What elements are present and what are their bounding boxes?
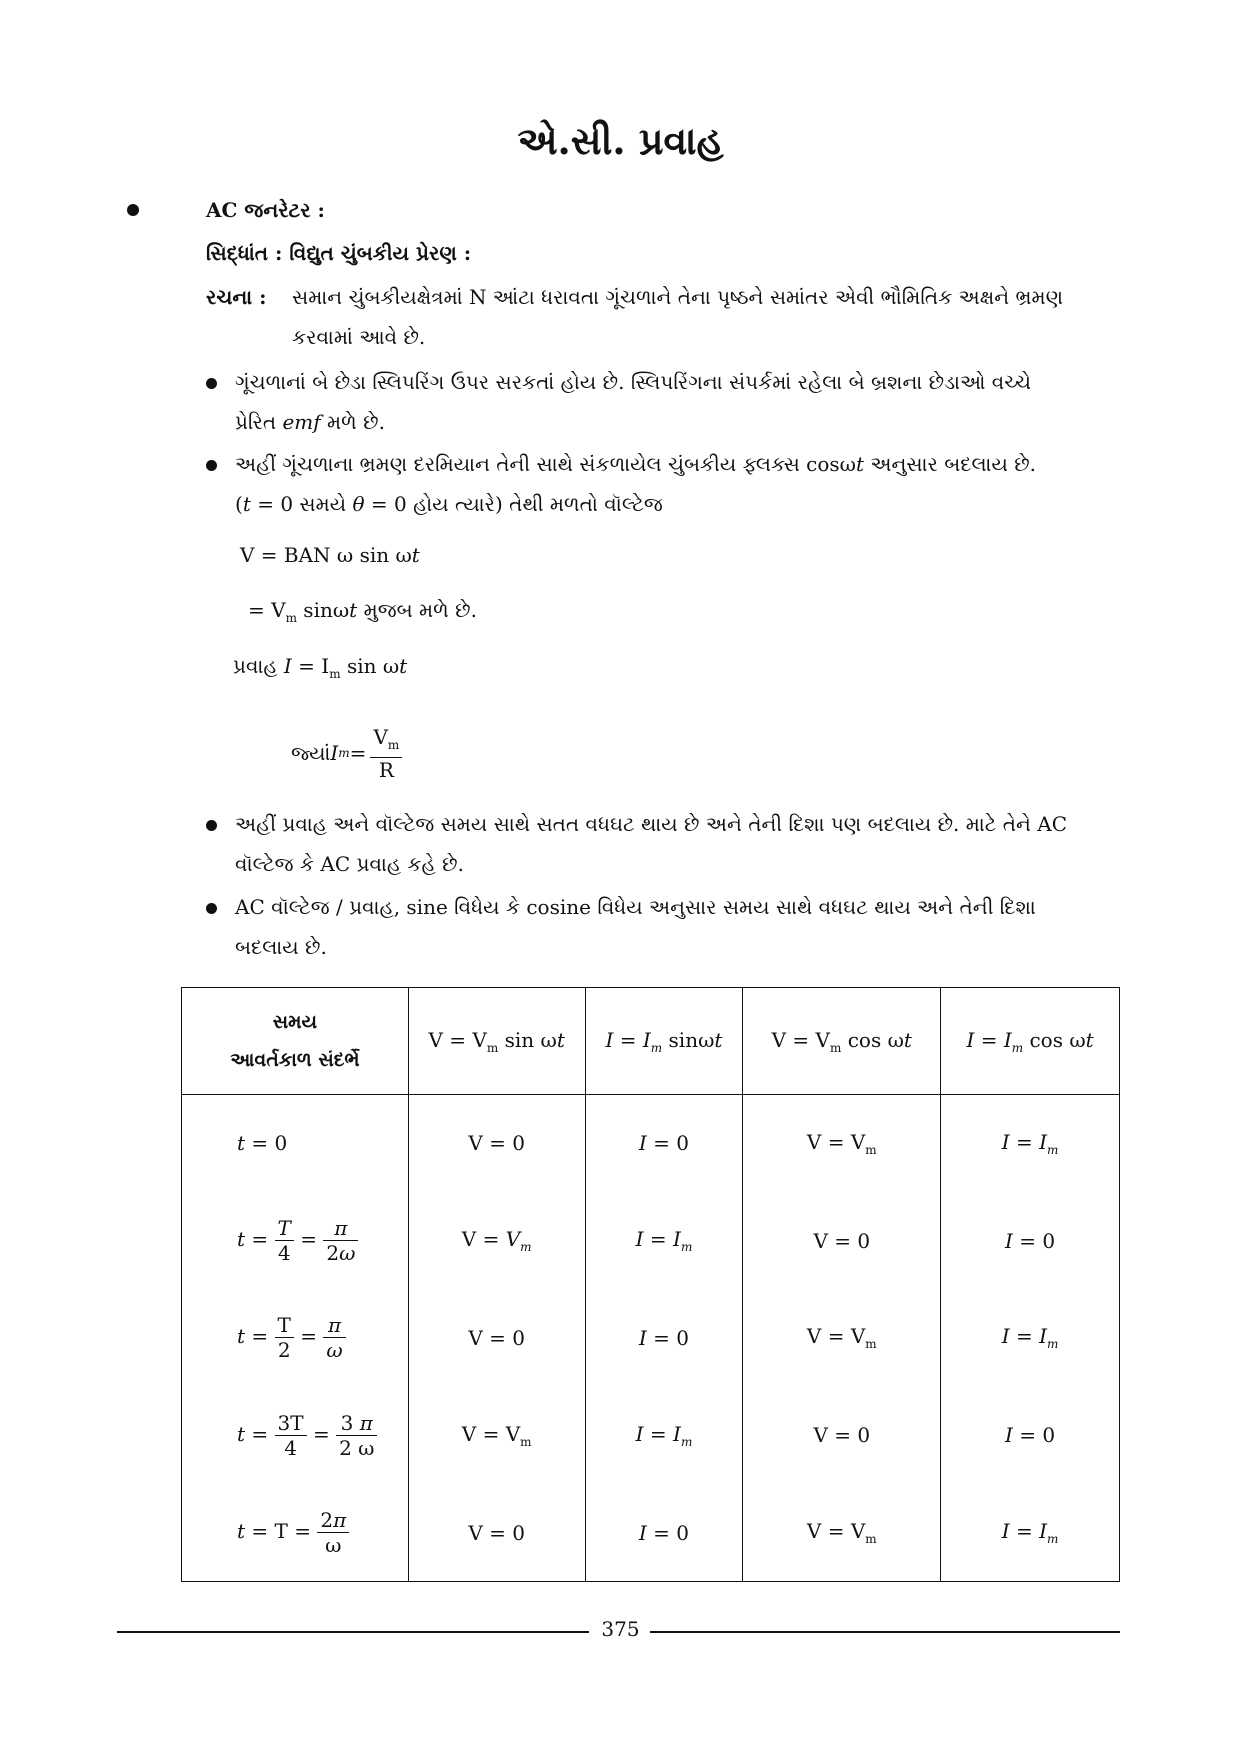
value-cell: $V = V_m$	[743, 1095, 941, 1192]
construction-text: સમાન ચુંબકીયક્ષેત્રમાં N આંટા ધરાવતા ગૂંચળાને તેના પૃષ્ઠને સમાંતર એવી ભૌમિતિક અક્ષને ભ્રમણ	[292, 285, 1064, 309]
value-cell: $V = V_m$	[743, 1484, 941, 1581]
var-t: t	[411, 543, 420, 567]
var-t: t	[856, 452, 865, 476]
header-time-period	[182, 988, 409, 1095]
ac-values-table	[181, 987, 1120, 1582]
header-col: $I = I_m$ sinωt	[585, 988, 743, 1095]
table-row	[182, 1484, 1120, 1581]
bullet-icon	[206, 903, 217, 914]
value-cell: $I = I_m$	[941, 1289, 1120, 1386]
text-span: મુજબ મળે છે.	[357, 598, 477, 622]
value-cell: I = 0	[941, 1192, 1120, 1289]
table-row	[182, 1387, 1120, 1484]
text-span: = 0 હોય ત્યારે) તેથી મળતો વૉલ્ટેજ	[364, 492, 663, 516]
text-span: sin ω	[340, 654, 400, 678]
bullet-icon	[206, 820, 217, 831]
time-cell: t = $\frac{T}{4}$ = $\frac{\pi}{2\omega}$	[182, 1192, 409, 1289]
value-cell: I = 0	[941, 1387, 1120, 1484]
table-row	[182, 1095, 1120, 1192]
text-span: પ્રવાહ	[233, 654, 284, 678]
bullet-1-line-1: ગૂંચળાનાં બે છેડા સ્લિપરિંગ ઉપર સરકતાં હોય છે. સ્લિપરિંગના સંપર્કમાં રહેલા બે બ્રશના છેડાઓ વચ્ચે	[235, 370, 1031, 394]
value-cell: $V = V_m$	[408, 1387, 585, 1484]
text-span: અહીં ગૂંચળાના ભ્રમણ દરમિયાન તેની સાથે સંકળાયેલ ચુંબકીય ફ્લક્સ cosω	[235, 452, 856, 476]
emf-term: emf	[282, 410, 321, 434]
time-cell: t = T = $\frac{2\pi}{\omega}$	[182, 1484, 409, 1581]
text-span: = V	[248, 598, 286, 622]
construction-text-2: કરવામાં આવે છે.	[292, 325, 426, 349]
value-cell: I = 0	[585, 1095, 743, 1192]
table-header-row	[182, 988, 1120, 1095]
var-t: t	[349, 598, 358, 622]
value-cell: V = 0	[408, 1484, 585, 1581]
var-theta: θ	[352, 492, 365, 516]
time-cell: t = $\frac{T}{2}$ = $\frac{\pi}{\omega}$	[182, 1289, 409, 1386]
value-cell: I = 0	[585, 1484, 743, 1581]
numerator	[370, 725, 402, 757]
header-line: સમય	[272, 1011, 318, 1033]
text-span: (	[235, 492, 243, 516]
var-I: I	[283, 654, 292, 678]
subscript: m	[387, 737, 400, 752]
subscript: m	[329, 667, 341, 681]
value-cell: $V = V_m$	[743, 1289, 941, 1386]
time-cell: t = 0	[182, 1095, 409, 1192]
bullet-1-line-2	[235, 403, 385, 441]
page-title: એ.સી. પ્રવાહ	[517, 118, 724, 163]
value-cell: $I = I_m$	[941, 1095, 1120, 1192]
var-t: t	[399, 654, 408, 678]
bullet-2-line-2	[235, 485, 663, 523]
bullet-4-line-1: AC વૉલ્ટેજ / પ્રવાહ, sine વિધેય કે cosine વિધેય અનુસાર સમય સાથે વધઘટ થાય અને તેની દિશા	[235, 895, 1036, 919]
text-span: = I	[291, 654, 330, 678]
subscript: m	[338, 746, 350, 760]
denominator: R	[370, 757, 402, 782]
header-col: $V = V_m$ sin ωt	[408, 988, 585, 1095]
value-cell: $I = I_m$	[941, 1484, 1120, 1581]
header-col: $I = I_m$ cos ωt	[941, 988, 1120, 1095]
header-col: $V = V_m$ cos ωt	[743, 988, 941, 1095]
equation-4	[291, 721, 402, 785]
text-span: =	[349, 741, 367, 765]
construction-label: રચના :	[206, 285, 267, 309]
text-span: V	[373, 724, 388, 749]
equation-2	[248, 591, 477, 637]
text-span: sinω	[296, 598, 350, 622]
equation-1	[240, 536, 420, 574]
time-cell: t = $\frac{3T}{4}$ = $\frac{3 \pi}{2 \omega}$	[182, 1387, 409, 1484]
value-cell: V = 0	[408, 1289, 585, 1386]
value-cell: $I = I_m$	[585, 1387, 743, 1484]
var-I: I	[330, 741, 339, 765]
value-cell: V = 0	[743, 1387, 941, 1484]
text-span: અનુસાર બદલાય છે.	[864, 452, 1037, 476]
value-cell: I = 0	[585, 1289, 743, 1386]
text-span: મળે છે.	[320, 410, 385, 434]
fraction	[370, 725, 402, 782]
value-cell: V = 0	[408, 1095, 585, 1192]
section-heading: AC જનરેટર :	[206, 198, 325, 222]
value-cell: $I = I_m$	[585, 1192, 743, 1289]
bullet-icon	[206, 378, 217, 389]
text-span: V = BAN ω sin ω	[240, 543, 412, 567]
subscript: m	[285, 611, 297, 625]
text-span: જ્યાં	[291, 741, 331, 765]
header-line: આવર્તકાળ સંદર્ભે	[230, 1049, 360, 1071]
bullet-icon	[127, 204, 139, 216]
value-cell: V = 0	[743, 1192, 941, 1289]
bullet-3-line-1: અહીં પ્રવાહ અને વૉલ્ટેજ સમય સાથે સતત વધઘટ થાય છે અને તેની દિશા પણ બદલાય છે. માટે તેને AC	[235, 812, 1068, 836]
equation-3	[233, 647, 407, 693]
bullet-3-line-2: વૉલ્ટેજ કે AC પ્રવાહ કહે છે.	[235, 852, 464, 876]
page-number: 375	[601, 1617, 640, 1641]
text-span: પ્રેરિત	[235, 410, 283, 434]
value-cell: $V = V_m$	[408, 1192, 585, 1289]
text-span: = 0 સમયે	[250, 492, 353, 516]
bullet-2-line-1	[235, 445, 1119, 483]
table-row	[182, 1192, 1120, 1289]
var-t: t	[242, 492, 251, 516]
table-body	[182, 1095, 1120, 1582]
bullet-icon	[206, 460, 217, 471]
bullet-4-line-2: બદલાય છે.	[235, 935, 327, 959]
principle-line: સિદ્ધાંત : વિદ્યુત ચુંબકીય પ્રેરણ :	[206, 241, 472, 265]
table-row	[182, 1289, 1120, 1386]
